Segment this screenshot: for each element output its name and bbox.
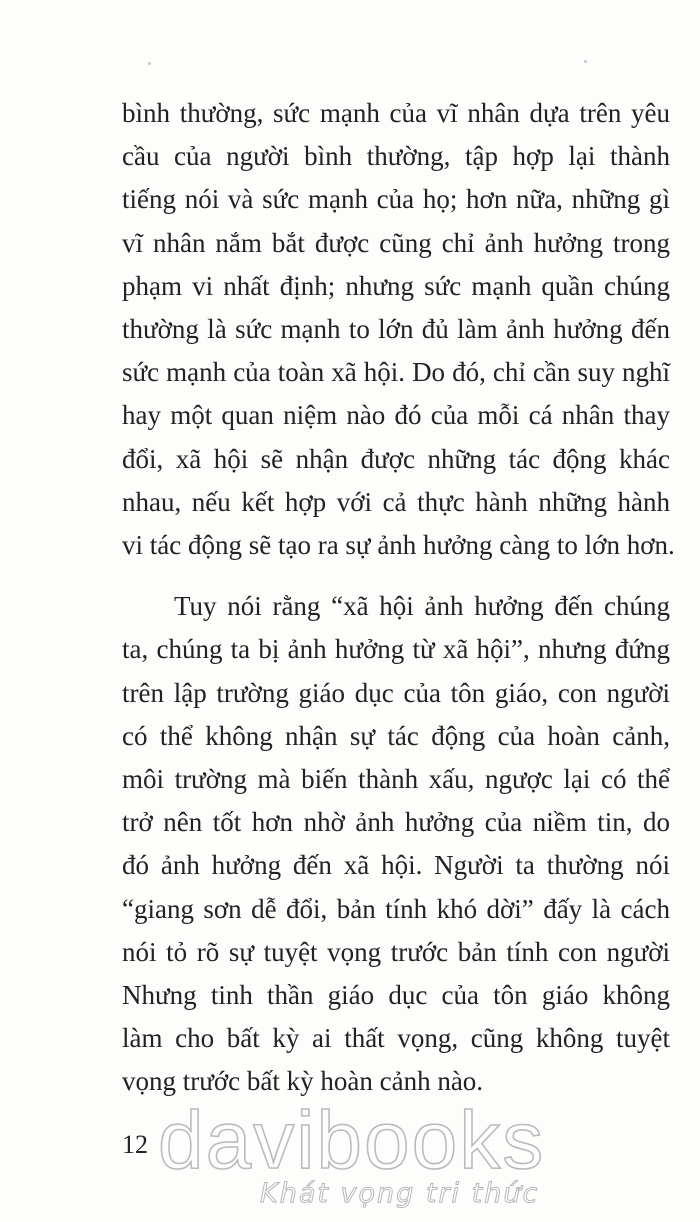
- text-line: thường là sức mạnh to lớn đủ làm ảnh hưởng đến: [122, 314, 670, 344]
- text-line: trở nên tốt hơn nhờ ảnh hưởng của niềm tin, do: [122, 807, 670, 838]
- text-line: “giang sơn dễ đổi, bản tính khó dời” đấy là cách: [122, 893, 670, 924]
- text-line: sức mạnh của toàn xã hội. Do đó, chỉ cần suy nghĩ: [122, 357, 670, 388]
- text-line: có thể không nhận sự tác động của hoàn cảnh,: [122, 720, 670, 751]
- text-line: phạm vi nhất định; nhưng sức mạnh quần chúng: [122, 270, 670, 301]
- text-line: làm cho bất kỳ ai thất vọng, cũng không tuyệt: [122, 1023, 670, 1054]
- text-line: đổi, xã hội sẽ nhận được những tác động khác: [122, 443, 670, 474]
- watermark-tagline: Khát vọng tri thức: [260, 1178, 540, 1209]
- text-line: tiếng nói và sức mạnh của họ; hơn nữa, những gì: [122, 184, 670, 215]
- text-line: cầu của người bình thường, tập hợp lại thành: [122, 141, 670, 172]
- page-number: 12: [122, 1130, 148, 1159]
- paper-speck: [148, 62, 151, 65]
- text-line: vọng trước bất kỳ hoàn cảnh nào.: [122, 1066, 484, 1097]
- text-line: vĩ nhân nắm bắt được cũng chỉ ảnh hưởng trong: [122, 227, 670, 258]
- text-line: Tuy nói rằng “xã hội ảnh hưởng đến chúng: [174, 591, 670, 622]
- text-line: nhau, nếu kết hợp với cả thực hành những hành: [122, 486, 670, 517]
- watermark-brand: davibooks: [158, 1095, 546, 1186]
- text-line: vi tác động sẽ tạo ra sự ảnh hưởng càng to lớn hơn.: [122, 530, 675, 560]
- publisher-watermark: [158, 1095, 558, 1220]
- text-line: môi trường mà biến thành xấu, ngược lại có thể: [122, 764, 670, 794]
- text-line: nói tỏ rõ sự tuyệt vọng trước bản tính con người: [122, 936, 670, 967]
- text-line: ta, chúng ta bị ảnh hưởng từ xã hội”, nhưng đứng: [122, 634, 670, 665]
- text-line: hay một quan niệm nào đó của mỗi cá nhân thay: [122, 400, 670, 431]
- text-line: Nhưng tinh thần giáo dục của tôn giáo không: [122, 980, 670, 1010]
- text-line: trên lập trường giáo dục của tôn giáo, con người: [122, 677, 670, 708]
- text-line: đó ảnh hưởng đến xã hội. Người ta thường nói: [122, 850, 670, 881]
- text-line: bình thường, sức mạnh của vĩ nhân dựa trên yêu: [122, 98, 670, 128]
- paper-speck: [584, 60, 587, 63]
